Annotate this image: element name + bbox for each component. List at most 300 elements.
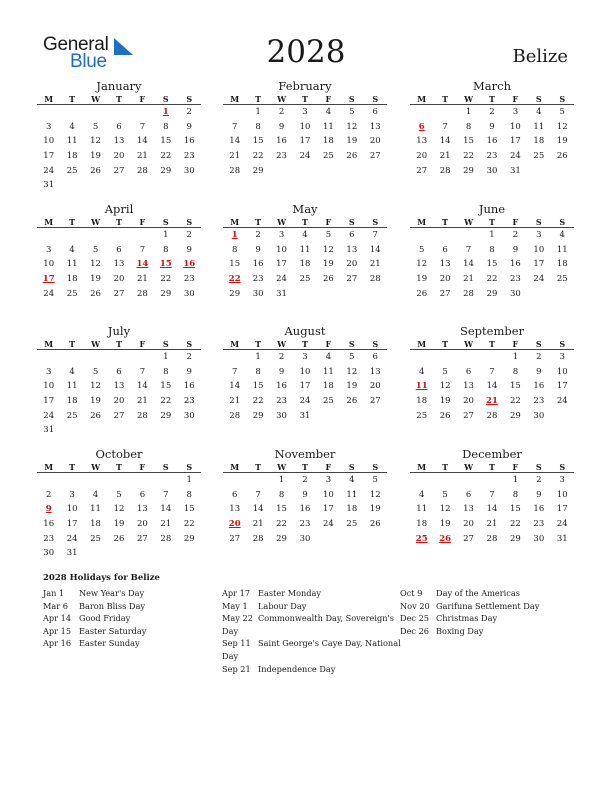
day-cell: 20 xyxy=(113,151,125,162)
holiday-item xyxy=(222,600,401,613)
day-cell: 9 xyxy=(489,121,495,132)
day-cell: 29 xyxy=(160,410,172,421)
empty-cell xyxy=(293,287,316,302)
day-cell: 26 xyxy=(90,410,101,421)
day-cell: 14 xyxy=(369,244,381,255)
empty-cell xyxy=(60,423,83,438)
holiday-item xyxy=(43,612,146,625)
empty-cell xyxy=(340,164,363,179)
day-cell: 24 xyxy=(322,519,334,530)
holiday-day: 15 xyxy=(159,259,172,270)
day-cell: 27 xyxy=(439,288,451,299)
day-cell: 27 xyxy=(229,533,241,544)
day-cell: 3 xyxy=(69,489,75,500)
weekday-label: T xyxy=(442,217,449,227)
day-cell: 5 xyxy=(419,244,425,255)
weekday-label: F xyxy=(512,217,519,227)
day-cell: 12 xyxy=(322,244,334,255)
empty-cell xyxy=(223,473,246,488)
weekday-label: T xyxy=(116,94,122,104)
week-row xyxy=(223,228,387,243)
day-cell: 7 xyxy=(489,489,495,500)
day-cell: 4 xyxy=(536,107,542,117)
day-cell: 17 xyxy=(533,259,545,270)
day-cell: 5 xyxy=(325,230,332,240)
day-cell: 2 xyxy=(536,352,542,362)
month-title: February xyxy=(278,79,332,93)
day-cell: 2 xyxy=(186,107,192,117)
day-cell: 13 xyxy=(463,504,474,515)
holiday-name: Easter Saturday xyxy=(79,625,147,636)
empty-cell xyxy=(551,287,574,302)
day-cell: 21 xyxy=(229,396,241,407)
day-cell: 6 xyxy=(116,121,122,132)
weekday-label: T xyxy=(302,462,308,472)
day-cell: 16 xyxy=(533,504,545,515)
weekday-label: S xyxy=(162,217,169,227)
empty-cell xyxy=(364,164,387,179)
weekday-label: T xyxy=(489,339,495,349)
holiday-name: Commonwealth Day, Sovereign's xyxy=(258,613,394,624)
day-cell: 14 xyxy=(229,136,241,147)
day-cell: 28 xyxy=(229,410,241,421)
weekday-label: F xyxy=(512,462,519,472)
day-cell: 24 xyxy=(556,519,568,530)
day-cell: 13 xyxy=(229,504,241,515)
day-cell: 17 xyxy=(299,381,311,392)
day-cell: 3 xyxy=(278,230,285,240)
week-row xyxy=(410,228,574,243)
day-cell: 9 xyxy=(536,366,542,377)
day-cell: 26 xyxy=(416,288,428,299)
empty-cell xyxy=(317,287,340,302)
day-cell: 13 xyxy=(346,244,358,255)
day-cell: 12 xyxy=(556,121,568,132)
day-cell: 8 xyxy=(255,366,261,377)
weekday-label: S xyxy=(186,339,193,349)
weekday-header xyxy=(223,338,387,350)
day-cell: 7 xyxy=(163,489,169,500)
day-cell: 28 xyxy=(136,288,148,299)
day-cell: 6 xyxy=(116,244,122,255)
day-cell: 27 xyxy=(346,274,358,285)
day-cell: 21 xyxy=(439,151,451,162)
weekday-label: S xyxy=(535,94,542,104)
day-cell: 6 xyxy=(465,366,472,377)
holiday-date: Mar 6 xyxy=(43,600,68,611)
weekday-label: W xyxy=(277,339,287,349)
day-cell: 1 xyxy=(163,230,169,240)
day-cell: 1 xyxy=(163,352,169,362)
day-cell: 20 xyxy=(113,396,125,407)
holiday-day: 9 xyxy=(45,504,52,515)
day-cell: 23 xyxy=(276,396,287,407)
weekday-label: S xyxy=(372,339,379,349)
day-cell: 5 xyxy=(92,121,99,132)
day-cell: 17 xyxy=(276,259,287,270)
week-row xyxy=(410,243,574,258)
day-cell: 26 xyxy=(90,288,101,299)
empty-cell xyxy=(131,350,154,365)
day-cell: 16 xyxy=(533,381,545,392)
weekday-label: T xyxy=(489,217,495,227)
day-cell: 18 xyxy=(66,396,78,407)
week-row xyxy=(223,409,387,424)
month-may xyxy=(223,202,387,301)
weekday-header xyxy=(37,216,201,228)
day-cell: 21 xyxy=(369,259,381,270)
week-row xyxy=(37,502,201,517)
day-cell: 23 xyxy=(533,396,545,407)
empty-cell xyxy=(84,473,107,488)
day-cell: 16 xyxy=(183,381,195,392)
day-cell: 10 xyxy=(43,381,55,392)
day-cell: 22 xyxy=(183,519,195,530)
weekday-label: S xyxy=(186,94,193,104)
weekday-label: T xyxy=(442,94,449,104)
week-row xyxy=(223,394,387,409)
day-cell: 29 xyxy=(509,533,521,544)
holiday-name-continued: Day xyxy=(222,625,239,636)
holiday-date: Apr 16 xyxy=(43,638,72,649)
month-title: November xyxy=(274,447,336,461)
weekday-label: T xyxy=(489,462,495,472)
empty-cell xyxy=(131,546,154,561)
weekday-label: T xyxy=(116,462,122,472)
day-cell: 30 xyxy=(183,288,195,299)
empty-cell xyxy=(410,350,433,365)
day-cell: 31 xyxy=(66,548,78,559)
day-cell: 21 xyxy=(136,274,148,285)
day-cell: 30 xyxy=(183,410,195,421)
day-cell: 29 xyxy=(252,165,264,176)
day-cell: 23 xyxy=(486,151,498,162)
logo-blue-text: Blue xyxy=(70,51,107,72)
week-row xyxy=(37,134,201,149)
day-cell: 15 xyxy=(276,504,287,515)
holiday-name: Boxing Day xyxy=(436,625,484,636)
weekday-label: T xyxy=(69,462,76,472)
holiday-column-1 xyxy=(43,587,146,650)
week-row xyxy=(223,350,387,365)
holiday-name: Garifuna Settlement Day xyxy=(436,600,540,611)
day-cell: 16 xyxy=(252,259,264,270)
day-cell: 4 xyxy=(69,244,75,255)
holiday-name: Easter Monday xyxy=(258,588,322,598)
day-cell: 22 xyxy=(276,519,287,530)
day-cell: 3 xyxy=(536,230,542,240)
day-cell: 6 xyxy=(465,489,472,500)
day-cell: 11 xyxy=(66,136,78,147)
day-cell: 18 xyxy=(90,519,101,530)
weekday-label: M xyxy=(44,94,54,104)
weekday-label: S xyxy=(162,94,169,104)
empty-cell xyxy=(84,546,107,561)
holiday-item xyxy=(43,625,146,638)
day-cell: 8 xyxy=(512,489,519,500)
day-cell: 2 xyxy=(489,107,495,117)
day-cell: 27 xyxy=(113,288,125,299)
weekday-label: M xyxy=(230,339,240,349)
weekday-label: T xyxy=(442,462,449,472)
day-cell: 11 xyxy=(533,121,545,132)
day-cell: 16 xyxy=(486,136,498,147)
weekday-label: W xyxy=(277,217,287,227)
day-cell: 4 xyxy=(325,352,332,362)
day-cell: 9 xyxy=(278,121,285,132)
holiday-name: Day of the Americas xyxy=(436,588,520,598)
day-cell: 21 xyxy=(463,274,474,285)
day-cell: 14 xyxy=(463,259,474,270)
day-cell: 6 xyxy=(442,244,448,255)
day-cell: 29 xyxy=(463,165,474,176)
day-cell: 3 xyxy=(46,244,52,255)
day-cell: 14 xyxy=(136,136,148,147)
day-cell: 16 xyxy=(299,504,311,515)
holiday-item xyxy=(43,587,146,600)
day-cell: 28 xyxy=(160,533,172,544)
day-cell: 16 xyxy=(509,259,521,270)
day-cell: 6 xyxy=(372,107,378,117)
holiday-name: Saint George's Caye Day, National xyxy=(258,638,401,649)
day-cell: 28 xyxy=(439,165,451,176)
day-cell: 16 xyxy=(276,381,287,392)
weekday-label: S xyxy=(162,339,169,349)
day-cell: 26 xyxy=(369,519,381,530)
day-cell: 8 xyxy=(163,244,169,255)
day-cell: 9 xyxy=(302,489,308,500)
holiday-item xyxy=(400,625,539,638)
day-cell: 12 xyxy=(416,259,428,270)
day-cell: 14 xyxy=(252,504,264,515)
day-cell: 30 xyxy=(276,410,287,421)
day-cell: 22 xyxy=(252,396,264,407)
holiday-name: Good Friday xyxy=(79,613,131,624)
holiday-item xyxy=(222,663,401,676)
day-cell: 27 xyxy=(463,533,474,544)
empty-cell xyxy=(107,178,130,193)
empty-cell xyxy=(131,473,154,488)
day-cell: 14 xyxy=(439,136,451,147)
day-cell: 7 xyxy=(139,366,146,377)
weekday-label: W xyxy=(277,462,287,472)
day-cell: 3 xyxy=(46,366,52,377)
week-row xyxy=(223,243,387,258)
weekday-label: W xyxy=(91,339,101,349)
weekday-label: T xyxy=(255,462,262,472)
day-cell: 28 xyxy=(486,410,498,421)
day-cell: 29 xyxy=(252,410,264,421)
holiday-date: Dec 26 xyxy=(400,625,430,636)
day-cell: 12 xyxy=(113,504,125,515)
day-cell: 18 xyxy=(322,381,334,392)
day-cell: 26 xyxy=(346,396,358,407)
day-cell: 23 xyxy=(183,151,195,162)
day-cell: 7 xyxy=(489,366,495,377)
day-cell: 8 xyxy=(232,244,238,255)
empty-cell xyxy=(340,287,363,302)
holiday-date: May 22 xyxy=(222,613,253,624)
day-cell: 28 xyxy=(136,410,148,421)
day-cell: 26 xyxy=(346,151,358,162)
day-cell: 18 xyxy=(556,259,568,270)
day-cell: 10 xyxy=(299,121,311,132)
day-cell: 6 xyxy=(349,230,355,240)
empty-cell xyxy=(131,178,154,193)
weekday-label: F xyxy=(139,94,146,104)
empty-cell xyxy=(60,350,83,365)
day-cell: 31 xyxy=(43,425,55,436)
day-cell: 10 xyxy=(556,366,568,377)
weekday-header xyxy=(410,216,574,228)
holiday-date: Jan 1 xyxy=(43,588,65,598)
week-row xyxy=(410,365,574,380)
day-cell: 1 xyxy=(465,107,472,117)
day-cell: 14 xyxy=(136,381,148,392)
day-cell: 10 xyxy=(43,136,55,147)
day-cell: 18 xyxy=(299,259,311,270)
day-cell: 19 xyxy=(346,381,358,392)
day-cell: 22 xyxy=(509,396,521,407)
day-cell: 21 xyxy=(160,519,172,530)
empty-cell xyxy=(246,473,269,488)
day-cell: 24 xyxy=(43,165,55,176)
weekday-label: W xyxy=(91,217,101,227)
day-cell: 15 xyxy=(160,136,172,147)
day-cell: 26 xyxy=(556,151,568,162)
day-cell: 13 xyxy=(416,136,428,147)
week-row xyxy=(37,257,201,272)
holiday-day: 26 xyxy=(439,533,452,544)
weekday-label: S xyxy=(372,462,379,472)
day-cell: 7 xyxy=(372,230,378,240)
month-title: April xyxy=(104,202,134,216)
weekday-label: T xyxy=(302,339,308,349)
day-cell: 9 xyxy=(512,244,519,255)
weekday-label: S xyxy=(186,462,193,472)
day-cell: 21 xyxy=(136,396,148,407)
day-cell: 28 xyxy=(463,288,474,299)
holiday-item xyxy=(400,612,539,625)
day-cell: 13 xyxy=(463,381,474,392)
day-cell: 25 xyxy=(322,396,334,407)
day-cell: 27 xyxy=(369,396,381,407)
week-row xyxy=(223,272,387,287)
day-cell: 18 xyxy=(66,151,78,162)
weekday-label: M xyxy=(230,217,240,227)
day-cell: 29 xyxy=(509,410,521,421)
week-row xyxy=(223,134,387,149)
day-cell: 21 xyxy=(229,151,241,162)
day-cell: 22 xyxy=(252,151,264,162)
day-cell: 11 xyxy=(66,381,78,392)
day-cell: 27 xyxy=(113,165,125,176)
empty-cell xyxy=(293,164,316,179)
week-row xyxy=(410,149,574,164)
day-cell: 13 xyxy=(113,259,125,270)
week-row xyxy=(410,105,574,120)
day-cell: 28 xyxy=(136,165,148,176)
day-cell: 3 xyxy=(46,121,52,132)
week-row xyxy=(410,517,574,532)
week-row xyxy=(410,409,574,424)
day-cell: 19 xyxy=(90,274,101,285)
week-row xyxy=(37,105,201,120)
day-cell: 7 xyxy=(232,366,238,377)
day-cell: 29 xyxy=(276,533,287,544)
holiday-name: New Year's Day xyxy=(79,588,145,598)
holiday-item xyxy=(222,612,401,625)
day-cell: 3 xyxy=(512,107,519,117)
day-cell: 23 xyxy=(533,519,545,530)
holiday-day: 21 xyxy=(486,396,498,407)
empty-cell xyxy=(37,105,60,120)
day-cell: 15 xyxy=(509,504,521,515)
weekday-label: S xyxy=(559,462,566,472)
day-cell: 7 xyxy=(232,121,238,132)
day-cell: 23 xyxy=(276,151,287,162)
day-cell: 12 xyxy=(439,381,451,392)
weekday-label: F xyxy=(512,339,519,349)
day-cell: 12 xyxy=(439,504,451,515)
week-row xyxy=(37,287,201,302)
empty-cell xyxy=(364,409,387,424)
weekday-label: M xyxy=(44,339,54,349)
day-cell: 19 xyxy=(369,504,381,515)
day-cell: 6 xyxy=(372,352,378,362)
day-cell: 24 xyxy=(299,151,311,162)
day-cell: 18 xyxy=(533,136,545,147)
day-cell: 7 xyxy=(465,244,472,255)
holiday-item xyxy=(222,587,401,600)
day-cell: 18 xyxy=(322,136,334,147)
day-cell: 19 xyxy=(439,396,451,407)
day-cell: 2 xyxy=(186,230,192,240)
day-cell: 24 xyxy=(276,274,287,285)
empty-cell xyxy=(107,350,130,365)
weekday-label: S xyxy=(559,217,566,227)
day-cell: 11 xyxy=(346,489,358,500)
country-name: Belize xyxy=(512,46,568,67)
week-row xyxy=(37,243,201,258)
month-july xyxy=(37,324,201,438)
weekday-label: S xyxy=(162,462,169,472)
week-row xyxy=(410,394,574,409)
month-november xyxy=(223,447,387,546)
day-cell: 31 xyxy=(43,180,55,191)
day-cell: 15 xyxy=(183,504,195,515)
weekday-label: T xyxy=(255,339,262,349)
weekday-header xyxy=(223,93,387,105)
day-cell: 13 xyxy=(369,121,381,132)
month-title: June xyxy=(478,202,506,216)
holiday-date: Nov 20 xyxy=(400,600,430,611)
empty-cell xyxy=(410,228,433,243)
day-cell: 17 xyxy=(322,504,334,515)
day-cell: 22 xyxy=(509,519,521,530)
week-row xyxy=(223,164,387,179)
day-cell: 10 xyxy=(509,121,521,132)
day-cell: 27 xyxy=(416,165,428,176)
day-cell: 5 xyxy=(92,366,99,377)
day-cell: 19 xyxy=(90,151,101,162)
weekday-label: S xyxy=(559,339,566,349)
day-cell: 1 xyxy=(186,475,192,485)
month-september xyxy=(410,324,574,423)
week-row xyxy=(410,120,574,135)
day-cell: 19 xyxy=(90,396,101,407)
day-cell: 10 xyxy=(299,366,311,377)
